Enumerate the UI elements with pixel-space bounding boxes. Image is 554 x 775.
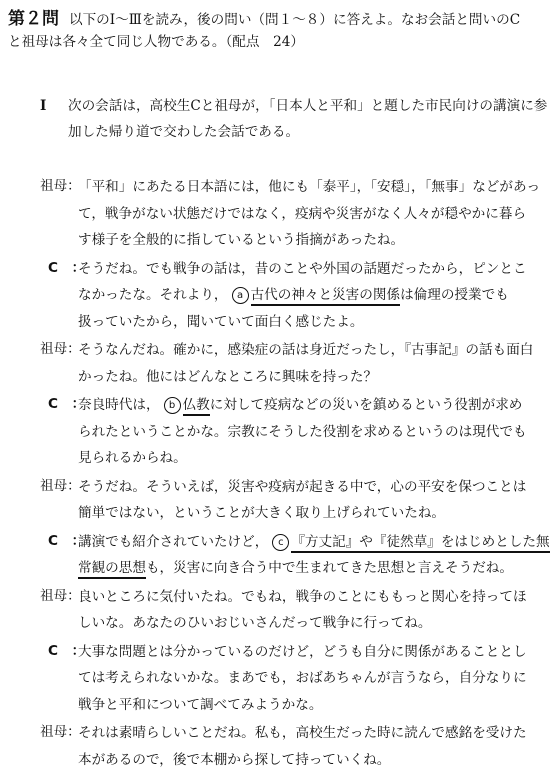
dialogue-line: そうだね。でも戦争の話は，昔のことや外国の話題だったから，ピンとこ — [78, 260, 527, 277]
question-number: 第２問 — [8, 9, 59, 29]
question-header — [8, 8, 548, 53]
dialogue-line: て，戦争がない状態だけではなく，疫病や災害がなく人々が穏やかに暮ら — [78, 205, 527, 222]
speaker-label-grandmother: 祖母： — [40, 724, 81, 740]
dialogue-text: は倫理の授業でも — [400, 287, 509, 303]
intro-line-1 — [40, 93, 548, 119]
dialogue-line: それは素晴らしいことだね。私も，高校生だった時に読んで感銘を受けた — [78, 725, 527, 741]
section-intro — [40, 93, 548, 145]
speaker-label-grandmother: 祖母： — [40, 477, 81, 494]
intro-text-1: 次の会話は，高校生Cと祖母が，「日本人と平和」と題した市民向けの講演に参 — [68, 98, 548, 114]
dialogue-line — [78, 392, 548, 419]
marker-b: b — [164, 397, 181, 414]
dialogue-line: そうだね。そういえば，災害や疫病が起きる中で，心の平安を保つことは — [78, 478, 527, 495]
speaker-label-grandmother: 祖母： — [40, 178, 81, 194]
dialogue-turn — [40, 529, 548, 582]
dialogue-line — [78, 555, 548, 582]
dialogue-line — [78, 282, 548, 309]
section-roman-numeral: Ⅰ — [40, 98, 47, 114]
dialogue-line: 大事な問題とは分かっているのだけど，どうも自分に関係があることとし — [78, 643, 527, 660]
underlined-phrase-c: 『方丈記』や『徒然草』をはじめとした無 — [291, 534, 549, 553]
dialogue-text: なかったな。それより， — [78, 287, 228, 303]
dialogue-turn — [40, 392, 548, 472]
dialogue-line: 扱っていたから，聞いていて面白く感じたよ。 — [78, 313, 364, 330]
speaker-label-grandmother: 祖母： — [40, 587, 81, 604]
dialogue-text: も，災害に向き合う中で生まれてきた思想と言えそうだね。 — [145, 560, 513, 576]
underlined-phrase-c-cont: 常観の思想 — [78, 560, 146, 579]
underlined-phrase-a: 古代の神々と災害の関係 — [251, 287, 401, 306]
dialogue-text: に対して疫病などの災いを鎮めるという役割が求め — [209, 397, 523, 413]
dialogue-line: しいな。あなたのひいおじいさんだって戦争に行ってね。 — [78, 615, 432, 631]
intro-text-2: 加した帰り道で交わした会話である。 — [68, 124, 300, 140]
speaker-label-c: C ： — [48, 532, 86, 549]
dialogue-line: 戦争と平和について調べてみようかな。 — [78, 696, 323, 713]
instruction-text-1: 以下のⅠ～Ⅲを読み，後の問い（問１～８）に答えよ。なお会話と問いのC — [69, 12, 521, 28]
marker-c: c — [272, 534, 289, 551]
speaker-label-grandmother: 祖母： — [40, 341, 81, 357]
dialogue-line: す様子を全般的に指しているという指摘があったね。 — [78, 232, 405, 248]
speaker-label-c: C ： — [48, 259, 86, 276]
speaker-label-c: C ： — [48, 642, 86, 659]
dialogue-turn — [40, 584, 548, 637]
dialogue-line: 簡単ではない，ということが大きく取り上げられていたね。 — [78, 505, 446, 521]
dialogue-line: 「平和」にあたる日本語には，他にも「泰平」，「安穏」，「無事」などがあっ — [78, 179, 541, 195]
dialogue-turn — [40, 474, 548, 527]
header-line-1 — [8, 8, 548, 31]
dialogue-turn — [40, 639, 548, 719]
marker-a: a — [232, 287, 249, 304]
dialogue-turn — [40, 256, 548, 336]
dialogue-text: 奈良時代は， — [78, 397, 160, 413]
dialogue-line: 見られるからね。 — [78, 450, 187, 466]
dialogue-line: ては考えられないかな。まあでも，おばあちゃんが言うなら，自分なりに — [78, 670, 527, 686]
dialogue-line: られたということかな。宗教にそうした役割を求めるというのは現代でも — [78, 423, 527, 440]
dialogue-line: かったね。他にはどんなところに興味を持った？ — [78, 368, 378, 385]
instruction-text-2: と祖母は各々全て同じ人物である。（配点 24） — [8, 34, 304, 50]
dialogue-line: そうなんだね。確かに，感染症の話は身近だったし，『古事記』の話も面白 — [78, 342, 534, 358]
dialogue-turn — [40, 174, 548, 254]
underlined-phrase-b: 仏教 — [183, 397, 210, 416]
dialogue — [40, 174, 548, 775]
dialogue-line: 本があるので，後で本棚から探して持っていくね。 — [78, 751, 391, 768]
dialogue-text: 講演でも紹介されていたけど， — [78, 533, 269, 550]
dialogue-turn — [40, 337, 548, 390]
speaker-label-c: C ： — [48, 396, 86, 412]
dialogue-line — [78, 529, 548, 556]
dialogue-turn — [40, 720, 548, 773]
dialogue-line: 良いところに気付いたね。でもね，戦争のことにももっと関心を持ってほ — [78, 588, 527, 605]
